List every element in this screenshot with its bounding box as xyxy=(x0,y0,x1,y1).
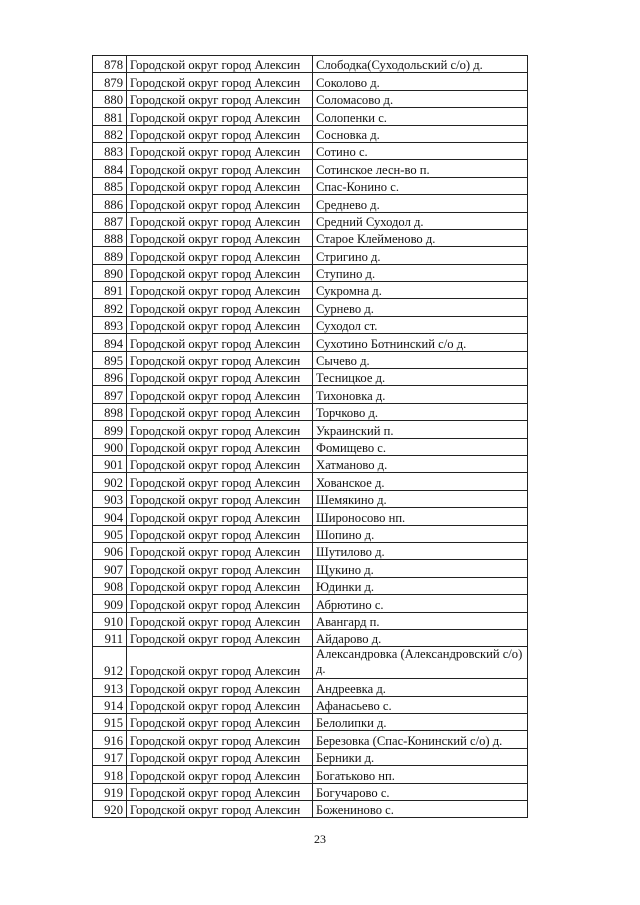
settlement-cell: Торчково д. xyxy=(313,403,528,420)
row-number-cell: 899 xyxy=(93,421,127,438)
row-number-cell: 887 xyxy=(93,212,127,229)
row-number-cell: 916 xyxy=(93,731,127,748)
table-row xyxy=(93,195,528,212)
row-number-cell: 891 xyxy=(93,282,127,299)
municipality-cell: Городской округ город Алексин xyxy=(127,264,313,281)
settlement-cell: Сурнево д. xyxy=(313,299,528,316)
settlement-cell: Сычево д. xyxy=(313,351,528,368)
settlement-cell: Березовка (Спас-Конинский с/о) д. xyxy=(313,731,528,748)
settlement-cell: Спас-Конино с. xyxy=(313,177,528,194)
municipality-cell: Городской округ город Алексин xyxy=(127,334,313,351)
municipality-cell: Городской округ город Алексин xyxy=(127,679,313,696)
settlement-cell: Суходол ст. xyxy=(313,316,528,333)
municipality-cell: Городской округ город Алексин xyxy=(127,560,313,577)
municipality-cell: Городской округ город Алексин xyxy=(127,612,313,629)
municipality-cell: Городской округ город Алексин xyxy=(127,56,313,73)
row-number-cell: 880 xyxy=(93,90,127,107)
municipality-cell: Городской округ город Алексин xyxy=(127,160,313,177)
settlement-cell: Тихоновка д. xyxy=(313,386,528,403)
row-number-cell: 907 xyxy=(93,560,127,577)
row-number-cell: 882 xyxy=(93,125,127,142)
settlement-cell: Хованское д. xyxy=(313,473,528,490)
row-number-cell: 889 xyxy=(93,247,127,264)
municipality-cell: Городской округ город Алексин xyxy=(127,525,313,542)
table-row xyxy=(93,177,528,194)
table-row xyxy=(93,160,528,177)
table-row xyxy=(93,56,528,73)
row-number-cell: 898 xyxy=(93,403,127,420)
table-row xyxy=(93,455,528,472)
table-row xyxy=(93,731,528,748)
settlement-cell: Хатманово д. xyxy=(313,455,528,472)
table-row xyxy=(93,766,528,783)
row-number-cell: 914 xyxy=(93,696,127,713)
table-row xyxy=(93,125,528,142)
settlement-cell: Фомищево с. xyxy=(313,438,528,455)
settlement-cell: Афанасьево с. xyxy=(313,696,528,713)
row-number-cell: 918 xyxy=(93,766,127,783)
table-row xyxy=(93,316,528,333)
settlement-cell: Сосновка д. xyxy=(313,125,528,142)
row-number-cell: 892 xyxy=(93,299,127,316)
settlement-cell: Среднево д. xyxy=(313,195,528,212)
municipality-cell: Городской округ город Алексин xyxy=(127,229,313,246)
municipality-cell: Городской округ город Алексин xyxy=(127,212,313,229)
row-number-cell: 896 xyxy=(93,369,127,386)
row-number-cell: 909 xyxy=(93,595,127,612)
table-row xyxy=(93,90,528,107)
settlement-cell: Средний Суходол д. xyxy=(313,212,528,229)
municipality-cell: Городской округ город Алексин xyxy=(127,299,313,316)
settlements-table xyxy=(92,55,528,818)
row-number-cell: 895 xyxy=(93,351,127,368)
municipality-cell: Городской округ город Алексин xyxy=(127,386,313,403)
municipality-cell: Городской округ город Алексин xyxy=(127,473,313,490)
settlement-cell: Андреевка д. xyxy=(313,679,528,696)
row-number-cell: 893 xyxy=(93,316,127,333)
row-number-cell: 888 xyxy=(93,229,127,246)
row-number-cell: 911 xyxy=(93,629,127,646)
table-row xyxy=(93,525,528,542)
settlement-cell: Юдинки д. xyxy=(313,577,528,594)
table-row xyxy=(93,212,528,229)
row-number-cell: 879 xyxy=(93,73,127,90)
municipality-cell: Городской округ город Алексин xyxy=(127,577,313,594)
municipality-cell: Городской округ город Алексин xyxy=(127,801,313,818)
table-row xyxy=(93,647,528,679)
row-number-cell: 883 xyxy=(93,142,127,159)
settlement-cell: Старое Клейменово д. xyxy=(313,229,528,246)
settlement-cell: Солопенки с. xyxy=(313,108,528,125)
row-number-cell: 910 xyxy=(93,612,127,629)
row-number-cell: 913 xyxy=(93,679,127,696)
municipality-cell: Городской округ город Алексин xyxy=(127,696,313,713)
municipality-cell: Городской округ город Алексин xyxy=(127,595,313,612)
table-row xyxy=(93,629,528,646)
settlements-table-body xyxy=(93,56,528,818)
settlement-cell: Шемякино д. xyxy=(313,490,528,507)
table-row xyxy=(93,714,528,731)
row-number-cell: 908 xyxy=(93,577,127,594)
municipality-cell: Городской округ город Алексин xyxy=(127,508,313,525)
table-row xyxy=(93,334,528,351)
table-row xyxy=(93,696,528,713)
settlement-cell: Ступино д. xyxy=(313,264,528,281)
settlement-cell: Тесницкое д. xyxy=(313,369,528,386)
municipality-cell: Городской округ город Алексин xyxy=(127,783,313,800)
table-row xyxy=(93,679,528,696)
municipality-cell: Городской округ город Алексин xyxy=(127,108,313,125)
row-number-cell: 919 xyxy=(93,783,127,800)
settlement-cell: Широносово нп. xyxy=(313,508,528,525)
municipality-cell: Городской округ город Алексин xyxy=(127,731,313,748)
row-number-cell: 917 xyxy=(93,748,127,765)
settlement-cell: Соколово д. xyxy=(313,73,528,90)
row-number-cell: 902 xyxy=(93,473,127,490)
municipality-cell: Городской округ город Алексин xyxy=(127,177,313,194)
settlement-cell: Сотино с. xyxy=(313,142,528,159)
table-row xyxy=(93,577,528,594)
row-number-cell: 905 xyxy=(93,525,127,542)
table-row xyxy=(93,542,528,559)
table-row xyxy=(93,282,528,299)
row-number-cell: 901 xyxy=(93,455,127,472)
table-row xyxy=(93,229,528,246)
table-row xyxy=(93,783,528,800)
table-row xyxy=(93,438,528,455)
settlement-cell: Божениново с. xyxy=(313,801,528,818)
settlement-cell: Украинский п. xyxy=(313,421,528,438)
row-number-cell: 885 xyxy=(93,177,127,194)
row-number-cell: 906 xyxy=(93,542,127,559)
settlement-cell: Богучарово с. xyxy=(313,783,528,800)
table-row xyxy=(93,595,528,612)
table-row xyxy=(93,612,528,629)
municipality-cell: Городской округ город Алексин xyxy=(127,647,313,679)
table-row xyxy=(93,108,528,125)
settlement-cell: Белолипки д. xyxy=(313,714,528,731)
settlement-cell: Богатьково нп. xyxy=(313,766,528,783)
row-number-cell: 897 xyxy=(93,386,127,403)
table-row xyxy=(93,508,528,525)
settlement-cell: Абрютино с. xyxy=(313,595,528,612)
municipality-cell: Городской округ город Алексин xyxy=(127,282,313,299)
table-row xyxy=(93,801,528,818)
municipality-cell: Городской округ город Алексин xyxy=(127,125,313,142)
row-number-cell: 890 xyxy=(93,264,127,281)
municipality-cell: Городской округ город Алексин xyxy=(127,748,313,765)
settlement-cell: Сукромна д. xyxy=(313,282,528,299)
municipality-cell: Городской округ город Алексин xyxy=(127,195,313,212)
settlement-cell: Шутилово д. xyxy=(313,542,528,559)
row-number-cell: 900 xyxy=(93,438,127,455)
municipality-cell: Городской округ город Алексин xyxy=(127,351,313,368)
row-number-cell: 912 xyxy=(93,647,127,679)
settlement-cell: Александровка (Александровский с/о) д. xyxy=(313,647,528,679)
row-number-cell: 915 xyxy=(93,714,127,731)
row-number-cell: 878 xyxy=(93,56,127,73)
row-number-cell: 903 xyxy=(93,490,127,507)
row-number-cell: 904 xyxy=(93,508,127,525)
municipality-cell: Городской округ город Алексин xyxy=(127,629,313,646)
row-number-cell: 894 xyxy=(93,334,127,351)
table-row xyxy=(93,73,528,90)
settlement-cell: Сотинское лесн-во п. xyxy=(313,160,528,177)
settlement-cell: Соломасово д. xyxy=(313,90,528,107)
municipality-cell: Городской округ город Алексин xyxy=(127,490,313,507)
municipality-cell: Городской округ город Алексин xyxy=(127,90,313,107)
table-row xyxy=(93,299,528,316)
table-row xyxy=(93,473,528,490)
row-number-cell: 881 xyxy=(93,108,127,125)
municipality-cell: Городской округ город Алексин xyxy=(127,714,313,731)
municipality-cell: Городской округ город Алексин xyxy=(127,421,313,438)
table-row xyxy=(93,560,528,577)
settlement-cell: Стригино д. xyxy=(313,247,528,264)
municipality-cell: Городской округ город Алексин xyxy=(127,73,313,90)
municipality-cell: Городской округ город Алексин xyxy=(127,247,313,264)
table-row xyxy=(93,421,528,438)
settlement-cell: Слободка(Суходольский с/о) д. xyxy=(313,56,528,73)
table-row xyxy=(93,403,528,420)
municipality-cell: Городской округ город Алексин xyxy=(127,142,313,159)
table-row xyxy=(93,142,528,159)
municipality-cell: Городской округ город Алексин xyxy=(127,403,313,420)
page-number: 23 xyxy=(314,832,326,846)
table-row xyxy=(93,369,528,386)
municipality-cell: Городской округ город Алексин xyxy=(127,542,313,559)
table-row xyxy=(93,490,528,507)
row-number-cell: 884 xyxy=(93,160,127,177)
settlement-cell: Шопино д. xyxy=(313,525,528,542)
table-row xyxy=(93,264,528,281)
row-number-cell: 886 xyxy=(93,195,127,212)
settlement-cell: Сухотино Ботнинский с/о д. xyxy=(313,334,528,351)
municipality-cell: Городской округ город Алексин xyxy=(127,766,313,783)
settlement-cell: Берники д. xyxy=(313,748,528,765)
municipality-cell: Городской округ город Алексин xyxy=(127,316,313,333)
table-row xyxy=(93,351,528,368)
table-row xyxy=(93,748,528,765)
table-row xyxy=(93,247,528,264)
settlement-cell: Айдарово д. xyxy=(313,629,528,646)
row-number-cell: 920 xyxy=(93,801,127,818)
municipality-cell: Городской округ город Алексин xyxy=(127,438,313,455)
table-row xyxy=(93,386,528,403)
municipality-cell: Городской округ город Алексин xyxy=(127,369,313,386)
settlement-cell: Авангард п. xyxy=(313,612,528,629)
settlement-cell: Щукино д. xyxy=(313,560,528,577)
municipality-cell: Городской округ город Алексин xyxy=(127,455,313,472)
